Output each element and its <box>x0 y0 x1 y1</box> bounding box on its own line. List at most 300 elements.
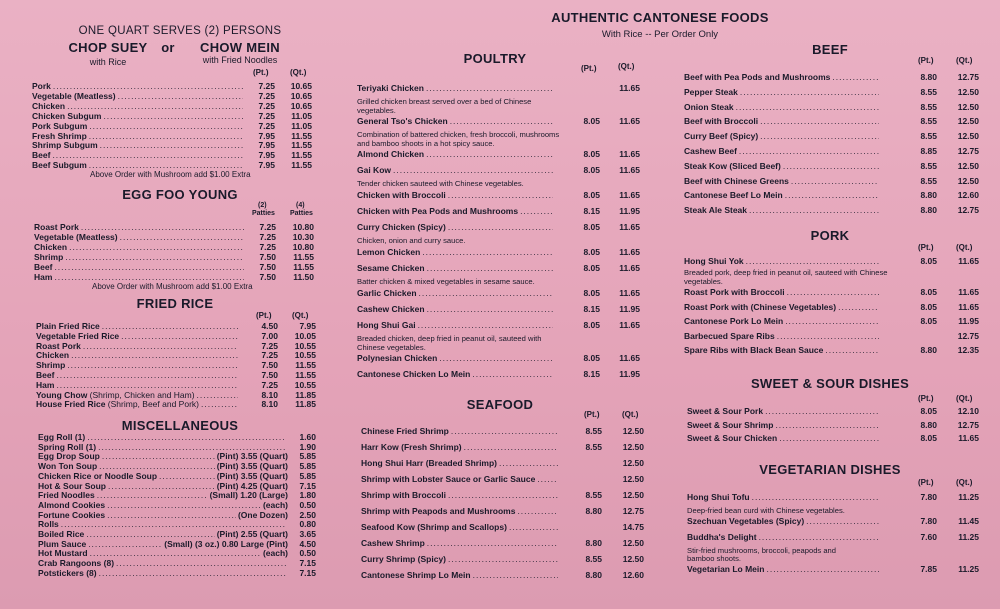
leader-dots <box>464 442 558 452</box>
item-description: Breaded chicken, deep fried in peanut oil, sauteed with <box>357 334 542 344</box>
item-price-pt: 7.25 <box>259 232 276 242</box>
item-extra: (Shrimp, Chicken and Ham) <box>87 389 195 400</box>
leader-dots <box>100 140 243 150</box>
item-description: Chinese vegetables. <box>357 342 426 352</box>
leader-dots <box>99 461 215 471</box>
item-name: Beef with Broccoli <box>684 116 759 127</box>
item-price-qt: 10.80 <box>292 242 314 252</box>
item-name: Beef <box>34 262 53 272</box>
leader-dots <box>759 532 879 542</box>
item-price-pt: 7.50 <box>259 252 276 262</box>
leader-dots <box>201 399 238 409</box>
leader-dots <box>102 321 238 331</box>
item-price-qt: 10.65 <box>290 90 312 101</box>
item-name: Egg Roll (1) <box>38 432 86 442</box>
item-price-qt: 11.65 <box>619 263 640 273</box>
miscellaneous-title: MISCELLANEOUS <box>121 418 239 433</box>
beef-col-pt: (Pt.) <box>918 56 934 65</box>
menu-item-row <box>38 490 316 500</box>
item-name: Chicken Subgum <box>32 110 102 121</box>
item-name: Shrimp with Lobster Sauce or Garlic Sauce <box>361 474 536 484</box>
leader-dots <box>86 529 214 539</box>
leader-dots <box>472 369 553 379</box>
menu-item-row <box>684 146 979 156</box>
item-name: Steak Kow (Sliced Beef) <box>684 160 781 171</box>
item-description: Combination of battered chicken, fresh broccoli, mushrooms <box>357 130 560 140</box>
leader-dots <box>83 341 238 351</box>
item-price-pt: 8.80 <box>585 570 602 580</box>
item-price-pt: 8.15 <box>583 206 600 216</box>
leader-dots <box>838 302 879 312</box>
leader-dots <box>448 490 558 500</box>
item-name: Roast Pork <box>36 340 81 351</box>
item-size-price: (each) <box>262 499 288 510</box>
menu-item-row <box>684 331 979 341</box>
patties-2-label: (2) <box>258 202 267 209</box>
item-price-qt: 12.75 <box>957 146 979 156</box>
item-name: Hot & Sour Soup <box>38 480 106 491</box>
item-size-price: (Small) 1.20 (Large) <box>209 490 288 501</box>
menu-item-row <box>687 433 979 443</box>
item-name: Sweet & Sour Pork <box>687 406 764 416</box>
patties-label-b: Patties <box>290 210 313 217</box>
item-price-pt: 8.55 <box>920 160 937 171</box>
item-price-qt: 10.55 <box>294 340 316 351</box>
item-name: Hong Shui Gai <box>357 320 416 330</box>
vegetarian-title: VEGETARIAN DISHES <box>759 462 901 477</box>
leader-dots <box>517 506 558 516</box>
menu-item-row <box>357 116 640 126</box>
item-name: Beef Subgum <box>32 160 87 171</box>
item-price-qt: 11.65 <box>619 353 640 363</box>
item-price-pt: 7.25 <box>261 350 278 361</box>
item-price-pt: 7.95 <box>258 160 275 171</box>
item-price-pt: 8.05 <box>920 406 937 416</box>
menu-item-row <box>38 451 316 461</box>
item-price-qt: 12.50 <box>622 458 644 468</box>
item-price-qt: 12.35 <box>957 345 979 355</box>
item-size-price: (Pint) 3.55 (Quart) <box>216 461 288 472</box>
item-price-pt: 7.95 <box>258 130 275 141</box>
item-name: Vegetable (Meatless) <box>32 90 116 101</box>
leader-dots <box>108 481 215 491</box>
vegetarian-col-qt: (Qt.) <box>956 478 973 487</box>
item-price-pt: 8.05 <box>583 116 600 126</box>
leader-dots <box>71 350 238 360</box>
item-price-pt: 8.80 <box>920 190 937 201</box>
menu-item-row <box>38 548 316 558</box>
item-price-pt: 8.55 <box>585 490 602 500</box>
fried-rice-title: FRIED RICE <box>136 296 214 311</box>
item-name: Cashew Chicken <box>357 303 425 314</box>
leader-dots <box>448 222 553 232</box>
item-price-pt: 7.25 <box>259 222 276 232</box>
item-price: 7.15 <box>299 480 316 491</box>
item-name: Shrimp with Peapods and Mushrooms <box>361 506 516 516</box>
item-price-pt: 8.80 <box>920 345 937 355</box>
seafood-col-pt: (Pt.) <box>584 410 600 419</box>
item-name: Onion Steak <box>684 101 734 112</box>
item-name: Fortune Cookies <box>38 509 106 520</box>
poultry-col-pt: (Pt.) <box>581 64 597 73</box>
menu-item-row <box>34 242 314 252</box>
menu-item-row <box>361 538 644 548</box>
menu-item-row <box>684 190 979 200</box>
leader-dots <box>65 252 244 262</box>
menu-item-row <box>687 492 979 502</box>
menu-item-row <box>38 500 316 510</box>
item-price-qt: 11.55 <box>295 360 316 371</box>
item-name: Fresh Shrimp <box>32 130 87 141</box>
item-price-pt: 8.05 <box>583 222 600 233</box>
item-name: Cantonese Chicken Lo Mein <box>357 369 471 380</box>
item-description: Breaded pork, deep fried in peanut oil, sauteed with Chinese <box>684 268 888 278</box>
item-description: and bamboo shoots in a hot spicy sauce. <box>357 138 495 148</box>
leader-dots <box>426 83 553 93</box>
menu-item-row <box>684 256 979 266</box>
item-price-qt: 11.65 <box>958 433 979 443</box>
item-price-pt: 8.15 <box>583 303 600 314</box>
item-name: Chicken <box>34 242 68 252</box>
item-price-qt: 12.50 <box>957 116 979 127</box>
item-price: 7.15 <box>299 567 316 578</box>
leader-dots <box>53 81 243 91</box>
item-name: Lemon Chicken <box>357 246 421 257</box>
pork-col-qt: (Qt.) <box>956 243 973 252</box>
menu-item-row <box>36 390 316 400</box>
item-name: Shrimp with Broccoli <box>361 490 447 500</box>
menu-item-row <box>34 272 314 282</box>
menu-item-row <box>684 302 979 312</box>
item-name: Hong Shui Tofu <box>687 492 750 502</box>
item-price: 5.85 <box>299 470 316 481</box>
item-price-pt: 8.55 <box>920 175 937 186</box>
item-price-pt: 8.05 <box>583 189 600 200</box>
item-price-qt: 12.50 <box>957 160 979 171</box>
leader-dots <box>473 570 558 580</box>
item-price-pt: 8.85 <box>920 146 937 156</box>
menu-item-row <box>357 263 640 273</box>
leader-dots <box>419 288 553 298</box>
item-price-pt: 4.50 <box>261 321 278 331</box>
item-price-qt: 12.75 <box>622 506 644 516</box>
item-price-qt: 11.25 <box>958 564 979 574</box>
leader-dots <box>739 146 879 156</box>
item-price-pt: 8.55 <box>585 554 602 564</box>
item-price-pt: 7.85 <box>920 564 937 574</box>
item-price-qt: 12.50 <box>622 538 644 548</box>
menu-item-row <box>684 176 979 186</box>
leader-dots <box>791 176 879 186</box>
item-price-pt: 8.55 <box>585 442 602 452</box>
item-price-qt: 7.95 <box>299 321 316 331</box>
item-name: Egg Drop Soup <box>38 451 100 462</box>
menu-item-row <box>38 539 316 549</box>
menu-item-row <box>32 160 312 170</box>
item-price-pt: 8.05 <box>920 433 937 443</box>
item-price-qt: 11.65 <box>619 165 640 176</box>
item-price-pt: 7.50 <box>259 272 276 282</box>
item-price-pt: 8.55 <box>920 116 937 127</box>
leader-dots <box>90 548 261 558</box>
item-name: Chicken with Broccoli <box>357 189 446 200</box>
leader-dots <box>746 256 879 266</box>
leader-dots <box>56 380 238 390</box>
item-name: Fried Noodles <box>38 490 95 501</box>
item-name: Beef with Pea Pods and Mushrooms <box>684 72 831 82</box>
item-name: Young Chow (Shrimp, Chicken and Ham) <box>36 389 195 400</box>
sweet-sour-col-pt: (Pt.) <box>918 394 934 403</box>
chop-suey-note: Above Order with Mushroom add $1.00 Extra <box>90 170 251 179</box>
menu-item-row <box>32 111 312 121</box>
item-name: Chicken <box>32 100 66 111</box>
item-name: Hot Mustard <box>38 548 88 559</box>
item-price: 5.85 <box>299 451 316 462</box>
item-price-qt: 12.50 <box>957 131 979 142</box>
item-price-qt: 12.75 <box>957 72 979 82</box>
leader-dots <box>775 420 879 430</box>
item-price-qt: 12.50 <box>957 101 979 112</box>
leader-dots <box>54 262 244 272</box>
item-name: Seafood Kow (Shrimp and Scallops) <box>361 522 507 532</box>
item-price-pt: 8.10 <box>261 389 278 400</box>
item-price-qt: 12.50 <box>957 175 979 186</box>
menu-item-row <box>687 406 979 416</box>
item-price-pt: 8.05 <box>583 149 600 159</box>
poultry-title: POULTRY <box>463 51 527 66</box>
item-size-price: (One Dozen) <box>237 509 288 520</box>
menu-item-row <box>361 442 644 452</box>
item-name: Shrimp <box>34 252 64 262</box>
leader-dots <box>785 190 879 200</box>
menu-item-row <box>34 252 314 262</box>
item-name: Pork Subgum <box>32 120 88 131</box>
chop-suey-subtitle: with Rice <box>89 57 127 67</box>
pork-title: PORK <box>810 228 850 243</box>
item-price-pt: 8.05 <box>920 316 937 327</box>
item-name: Garlic Chicken <box>357 287 417 298</box>
item-price-qt: 11.85 <box>295 399 316 410</box>
menu-item-row <box>36 350 316 360</box>
item-name: Cashew Shrimp <box>361 538 425 548</box>
col-header-pt: (Pt.) <box>253 68 269 77</box>
leader-dots <box>107 500 261 510</box>
leader-dots <box>89 121 243 131</box>
main-title: AUTHENTIC CANTONESE FOODS <box>551 10 769 25</box>
item-size-price: (Pint) 4.25 (Quart) <box>216 480 288 491</box>
menu-item-row <box>684 287 979 297</box>
menu-item-row <box>32 140 312 150</box>
menu-item-row <box>357 206 640 216</box>
item-name: House Fried Rice (Shrimp, Beef and Pork) <box>36 399 199 410</box>
item-price-qt: 11.85 <box>295 389 316 400</box>
item-name: Cashew Beef <box>684 146 737 156</box>
item-name: Shrimp Subgum <box>32 140 98 151</box>
menu-item-row <box>357 353 640 363</box>
item-name: Teriyaki Chicken <box>357 83 424 93</box>
leader-dots <box>766 564 879 574</box>
leader-dots <box>89 160 243 170</box>
item-name: Hong Shui Yok <box>684 256 744 266</box>
menu-item-row <box>34 232 314 242</box>
item-price-qt: 11.65 <box>619 116 640 126</box>
leader-dots <box>87 432 286 442</box>
item-name: General Tso's Chicken <box>357 116 448 126</box>
item-name: Beef with Chinese Greens <box>684 175 789 186</box>
item-name: Sweet & Sour Shrimp <box>687 419 774 430</box>
item-price-qt: 12.75 <box>957 419 979 430</box>
leader-dots <box>832 72 879 82</box>
item-name: Cantonese Shrimp Lo Mein <box>361 570 471 580</box>
leader-dots <box>806 516 879 526</box>
menu-item-row <box>361 490 644 500</box>
leader-dots <box>426 149 553 159</box>
item-price-qt: 11.55 <box>291 150 312 161</box>
item-name: Polynesian Chicken <box>357 353 438 363</box>
item-price-qt: 12.50 <box>622 490 644 500</box>
item-name: Plain Fried Rice <box>36 321 100 331</box>
item-name: Beef <box>32 150 51 161</box>
menu-item-row <box>36 399 316 409</box>
item-size-price: (Small) (3 oz.) 0.80 Large (Pint) <box>164 538 288 549</box>
item-name: Barbecued Spare Ribs <box>684 330 775 341</box>
menu-item-row <box>32 131 312 141</box>
leader-dots <box>418 320 553 330</box>
item-name: Sweet & Sour Chicken <box>687 433 778 443</box>
item-name: Chinese Fried Shrimp <box>361 426 449 436</box>
item-price: 7.15 <box>299 558 316 569</box>
leader-dots <box>52 150 243 160</box>
leader-dots <box>99 568 286 578</box>
item-name: Pork <box>32 81 51 91</box>
leader-dots <box>56 370 238 380</box>
menu-item-row <box>684 205 979 215</box>
item-price-qt: 11.25 <box>958 532 979 542</box>
leader-dots <box>825 345 879 355</box>
leader-dots <box>427 304 553 314</box>
menu-item-row <box>38 481 316 491</box>
leader-dots <box>749 205 879 215</box>
menu-item-row <box>36 360 316 370</box>
item-price-qt: 12.10 <box>957 406 979 416</box>
leader-dots <box>159 471 215 481</box>
col-header-qt: (Qt.) <box>290 68 307 77</box>
item-price-pt: 8.55 <box>585 426 602 436</box>
item-extra: (Shrimp, Beef and Pork) <box>105 399 199 410</box>
chow-mein-subtitle: with Fried Noodles <box>202 55 278 65</box>
leader-dots <box>783 161 879 171</box>
menu-item-row <box>34 262 314 272</box>
item-name: Chicken <box>36 350 70 361</box>
item-description: Chicken, onion and curry sauce. <box>357 236 466 246</box>
menu-item-row <box>32 81 312 91</box>
menu-item-row <box>32 150 312 160</box>
item-price-qt: 12.60 <box>957 190 979 201</box>
item-price-pt: 8.05 <box>583 287 600 298</box>
item-price-qt: 11.65 <box>619 320 640 330</box>
item-price-pt: 8.05 <box>920 256 937 266</box>
menu-item-row <box>357 247 640 257</box>
item-name: Cantonese Beef Lo Mein <box>684 190 783 201</box>
item-name: Roast Pork with Broccoli <box>684 287 785 298</box>
leader-dots <box>120 232 244 242</box>
item-name: Spring Roll (1) <box>38 441 97 452</box>
item-price-pt: 7.25 <box>258 110 275 121</box>
item-name: Curry Chicken (Spicy) <box>357 222 446 233</box>
item-name: Almond Chicken <box>357 149 425 159</box>
item-size-price: (Pint) 3.55 (Quart) <box>216 451 288 462</box>
item-price-qt: 11.95 <box>958 316 979 327</box>
item-name: Almond Cookies <box>38 499 106 510</box>
menu-item-row <box>32 101 312 111</box>
item-name: Szechuan Vegetables (Spicy) <box>687 516 805 526</box>
leader-dots <box>736 102 879 112</box>
item-price-qt: 11.95 <box>619 206 640 216</box>
item-price-pt: 8.10 <box>261 399 278 410</box>
menu-item-row <box>684 131 979 141</box>
item-price: 0.50 <box>299 548 316 559</box>
item-price-qt: 10.80 <box>292 222 314 232</box>
item-price-qt: 11.05 <box>291 110 312 121</box>
item-name: Cantonese Pork Lo Mein <box>684 316 784 327</box>
item-price-qt: 11.65 <box>619 149 640 159</box>
item-price-pt: 8.05 <box>920 301 937 312</box>
leader-dots <box>54 272 244 282</box>
item-price: 1.80 <box>299 490 316 501</box>
item-price-qt: 12.50 <box>622 554 644 564</box>
menu-item-row <box>38 510 316 520</box>
item-price-pt: 8.15 <box>583 369 600 380</box>
menu-item-row <box>34 222 314 232</box>
menu-item-row <box>687 516 979 526</box>
leader-dots <box>765 406 879 416</box>
menu-item-row <box>38 461 316 471</box>
menu-item-row <box>38 529 316 539</box>
leader-dots <box>116 558 286 568</box>
menu-item-row <box>684 116 979 126</box>
item-price-qt: 10.30 <box>292 232 314 242</box>
leader-dots <box>509 522 558 532</box>
sweet-sour-title: SWEET & SOUR DISHES <box>750 376 910 391</box>
item-price-pt: 8.55 <box>920 101 937 112</box>
item-price-pt: 8.80 <box>585 506 602 516</box>
item-price-qt: 11.65 <box>619 246 640 257</box>
item-name: Crab Rangoons (8) <box>38 558 115 569</box>
item-price-pt: 8.05 <box>583 320 600 330</box>
item-price-qt: 11.55 <box>291 160 312 171</box>
item-price-pt: 7.25 <box>259 242 276 252</box>
item-price-qt: 11.05 <box>291 120 312 131</box>
item-price-qt: 10.65 <box>290 81 312 91</box>
menu-item-row <box>684 72 979 82</box>
item-name: Rolls <box>38 519 59 530</box>
item-price-qt: 11.65 <box>619 83 640 93</box>
seafood-col-qt: (Qt.) <box>622 410 639 419</box>
menu-item-row <box>361 474 644 484</box>
item-price-qt: 11.65 <box>619 287 640 298</box>
item-name: Boiled Rice <box>38 529 85 539</box>
main-subtitle: With Rice -- Per Order Only <box>601 29 719 40</box>
vegetarian-col-pt: (Pt.) <box>918 478 934 487</box>
item-price-pt: 7.95 <box>258 140 275 151</box>
leader-dots <box>777 331 879 341</box>
item-price-qt: 11.55 <box>293 262 314 272</box>
item-price-pt: 8.05 <box>583 263 600 273</box>
item-name: Curry Beef (Spicy) <box>684 131 759 142</box>
sweet-sour-col-qt: (Qt.) <box>956 394 973 403</box>
item-price-qt: 11.65 <box>958 301 979 312</box>
menu-item-row <box>357 149 640 159</box>
